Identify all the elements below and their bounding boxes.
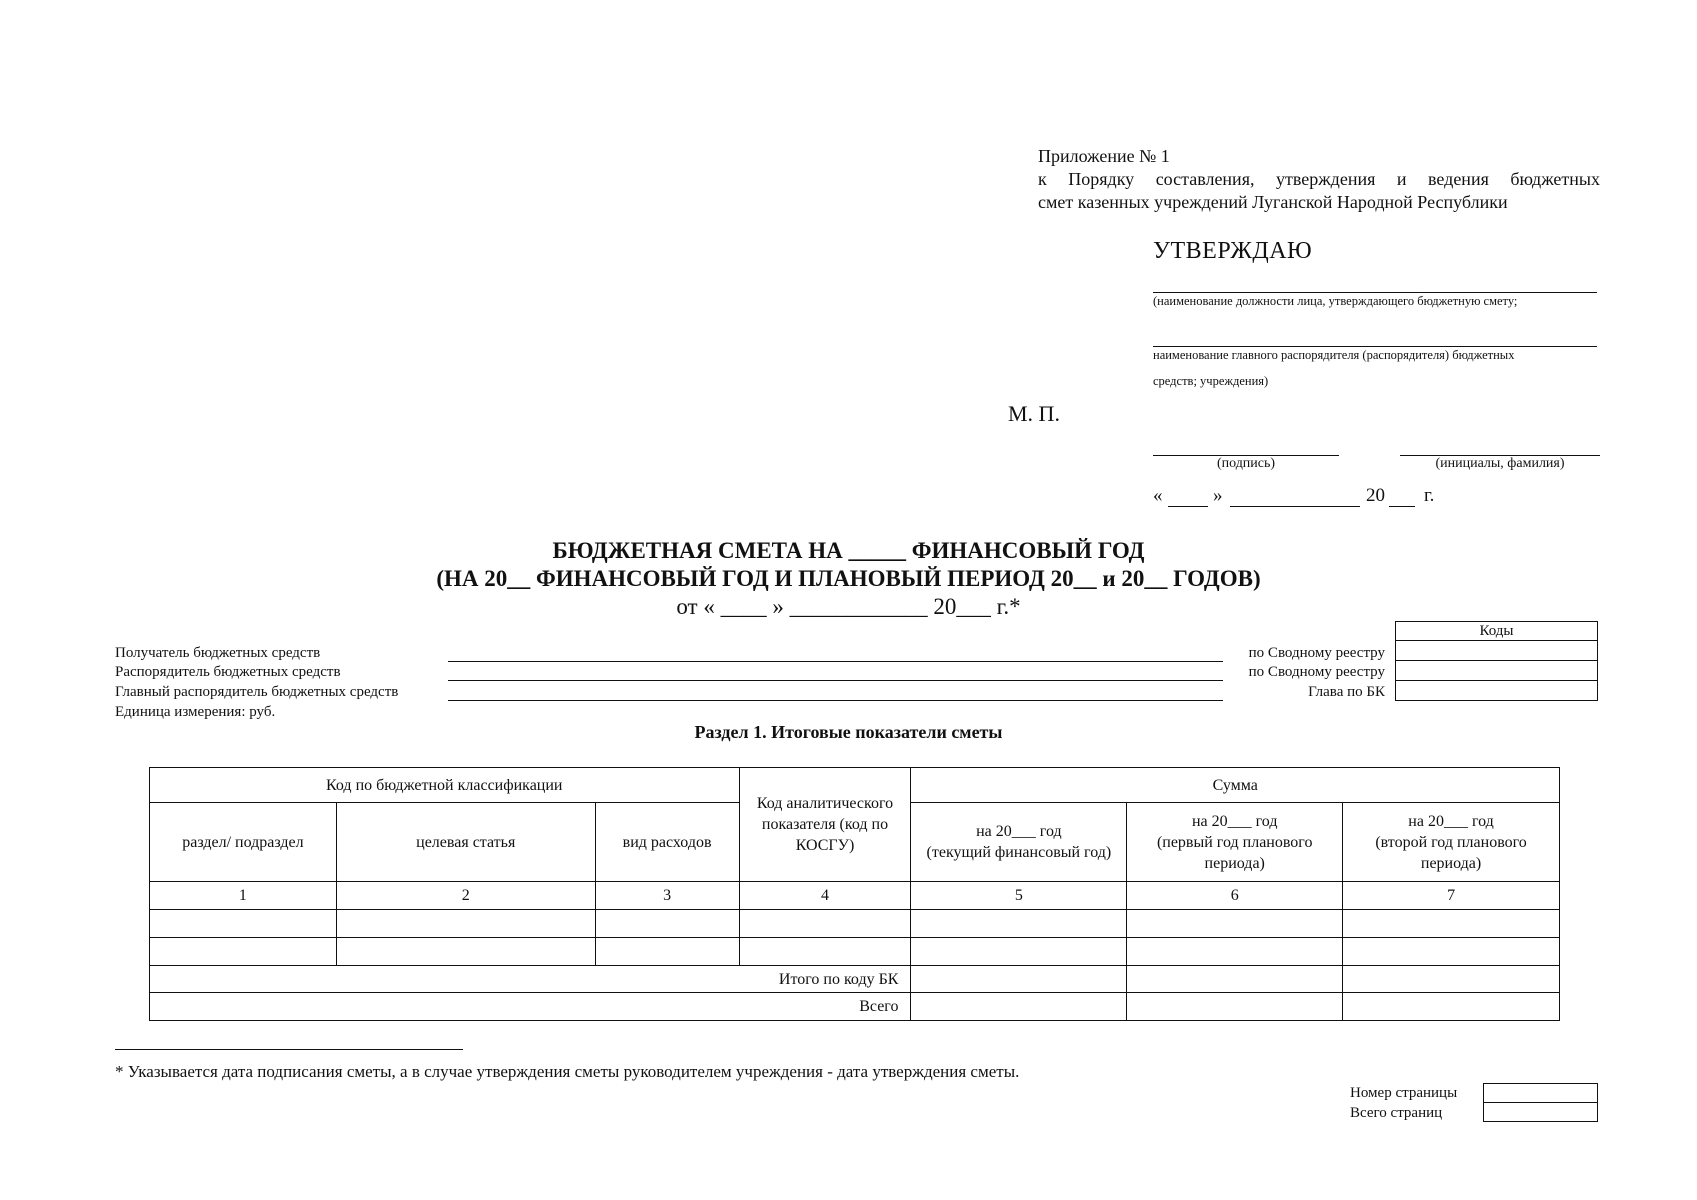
pagination-table xyxy=(1483,1083,1598,1122)
approval-month-line[interactable] xyxy=(1230,506,1360,507)
codes-table xyxy=(1395,621,1598,701)
table-cell[interactable] xyxy=(595,910,739,938)
total-bk-label: Итого по коду БК xyxy=(150,966,911,993)
table-cell[interactable] xyxy=(1343,993,1560,1021)
expense-type-header: вид расходов xyxy=(595,803,739,882)
table-cell[interactable] xyxy=(1127,910,1343,938)
table-cell[interactable] xyxy=(739,938,911,966)
manager-label: Распорядитель бюджетных средств xyxy=(115,664,341,680)
column-number: 6 xyxy=(1127,882,1343,910)
table-cell[interactable] xyxy=(595,938,739,966)
document-title: БЮДЖЕТНАЯ СМЕТА НА _____ ФИНАНСОВЫЙ ГОД xyxy=(552,538,1145,563)
column-number: 5 xyxy=(911,882,1127,910)
first-plan-year-header xyxy=(1127,803,1343,882)
code-chapter-label: Глава по БК xyxy=(1308,684,1385,700)
table-cell[interactable] xyxy=(336,938,595,966)
page-number-label: Номер страницы xyxy=(1350,1085,1458,1101)
column-number: 1 xyxy=(150,882,337,910)
organization-hint-2: средств; учреждения) xyxy=(1153,374,1269,388)
first-plan-year-note: (первый год планового периода) xyxy=(1156,833,1313,872)
signature-hint: (подпись) xyxy=(1216,456,1276,471)
section-title: Раздел 1. Итоговые показатели сметы xyxy=(694,722,1003,742)
code-recipient-label: по Сводному реестру xyxy=(1248,645,1385,661)
unit-label: Единица измерения: руб. xyxy=(115,704,276,720)
table-cell[interactable] xyxy=(150,910,337,938)
approval-date-close: » xyxy=(1213,485,1223,506)
table-cell[interactable] xyxy=(1127,966,1343,993)
stamp-place: М. П. xyxy=(1008,401,1060,426)
approval-day-line[interactable] xyxy=(1168,506,1208,507)
code-manager-cell[interactable] xyxy=(1396,661,1598,681)
document-subtitle: (НА 20__ ФИНАНСОВЫЙ ГОД И ПЛАНОВЫЙ ПЕРИОД 20__ и 20__ ГОДОВ) xyxy=(436,566,1261,591)
footnote-divider xyxy=(115,1049,463,1050)
page-number-cell[interactable] xyxy=(1484,1084,1598,1103)
table-row xyxy=(150,910,1560,938)
approval-year-prefix: 20 xyxy=(1366,485,1385,506)
organization-hint-1: наименование главного распорядителя (распорядителя) бюджетных xyxy=(1153,348,1515,362)
approval-year-suffix: г. xyxy=(1424,485,1435,506)
table-cell[interactable] xyxy=(1127,993,1343,1021)
table-cell[interactable] xyxy=(739,910,911,938)
name-hint: (инициалы, фамилия) xyxy=(1435,456,1565,471)
position-line[interactable] xyxy=(1153,292,1597,293)
code-recipient-cell[interactable] xyxy=(1396,641,1598,661)
appendix-line-1: Приложение № 1 xyxy=(1038,146,1170,166)
recipient-field[interactable] xyxy=(448,661,1223,662)
footnote: * Указывается дата подписания сметы, а в случае утверждения сметы руководителем учреждения - дата утверждения сметы. xyxy=(115,1062,1020,1081)
second-plan-year-header xyxy=(1343,803,1560,882)
target-article-header: целевая статья xyxy=(336,803,595,882)
second-plan-year-label: на 20___ год xyxy=(1408,812,1494,830)
position-hint: (наименование должности лица, утверждающего бюджетную смету; xyxy=(1153,294,1518,308)
codes-header: Коды xyxy=(1396,622,1598,641)
table-cell[interactable] xyxy=(911,993,1127,1021)
total-bk-row xyxy=(150,966,1560,993)
table-row xyxy=(150,938,1560,966)
total-label: Всего xyxy=(150,993,911,1021)
first-plan-year-label: на 20___ год xyxy=(1191,812,1278,830)
current-year-header xyxy=(911,803,1127,882)
code-manager-label: по Сводному реестру xyxy=(1248,664,1385,680)
summary-table xyxy=(149,767,1560,1021)
analytic-code-header: Код аналитического показателя (код по КОСГУ) xyxy=(739,768,911,882)
current-year-note: (текущий финансовый год) xyxy=(926,844,1112,861)
approval-date-open: « xyxy=(1153,485,1163,506)
table-cell[interactable] xyxy=(911,938,1127,966)
table-cell[interactable] xyxy=(150,938,337,966)
total-row xyxy=(150,993,1560,1021)
table-cell[interactable] xyxy=(1343,938,1560,966)
approval-year-line[interactable] xyxy=(1389,506,1415,507)
chief-manager-label: Главный распорядитель бюджетных средств xyxy=(115,684,399,700)
page-total-label: Всего страниц xyxy=(1350,1105,1443,1121)
section-code-header: раздел/ подраздел xyxy=(150,803,337,882)
column-number: 3 xyxy=(595,882,739,910)
page-total-cell[interactable] xyxy=(1484,1103,1598,1122)
budget-class-header: Код по бюджетной классификации xyxy=(150,768,740,803)
code-chapter-cell[interactable] xyxy=(1396,681,1598,701)
appendix-line-2: к Порядку составления, утверждения и ведения бюджетных xyxy=(1038,169,1600,189)
second-plan-year-note: (второй год планового периода) xyxy=(1375,833,1527,872)
current-year-label: на 20___ год xyxy=(976,823,1062,840)
table-cell[interactable] xyxy=(336,910,595,938)
column-number: 2 xyxy=(336,882,595,910)
table-cell[interactable] xyxy=(1343,966,1560,993)
table-cell[interactable] xyxy=(1343,910,1560,938)
column-number: 4 xyxy=(739,882,911,910)
sum-header: Сумма xyxy=(911,768,1560,803)
approval-heading: УТВЕРЖДАЮ xyxy=(1153,238,1313,264)
table-cell[interactable] xyxy=(911,910,1127,938)
appendix-line-3: смет казенных учреждений Луганской Народной Республики xyxy=(1038,192,1508,212)
document-date-line: от « ____ » ____________ 20___ г.* xyxy=(676,594,1021,619)
manager-field[interactable] xyxy=(448,680,1223,681)
column-number: 7 xyxy=(1343,882,1560,910)
appendix-note xyxy=(1038,145,1600,214)
recipient-label: Получатель бюджетных средств xyxy=(115,645,321,661)
table-cell[interactable] xyxy=(1127,938,1343,966)
table-cell[interactable] xyxy=(911,966,1127,993)
organization-line[interactable] xyxy=(1153,346,1597,347)
chief-manager-field[interactable] xyxy=(448,700,1223,701)
